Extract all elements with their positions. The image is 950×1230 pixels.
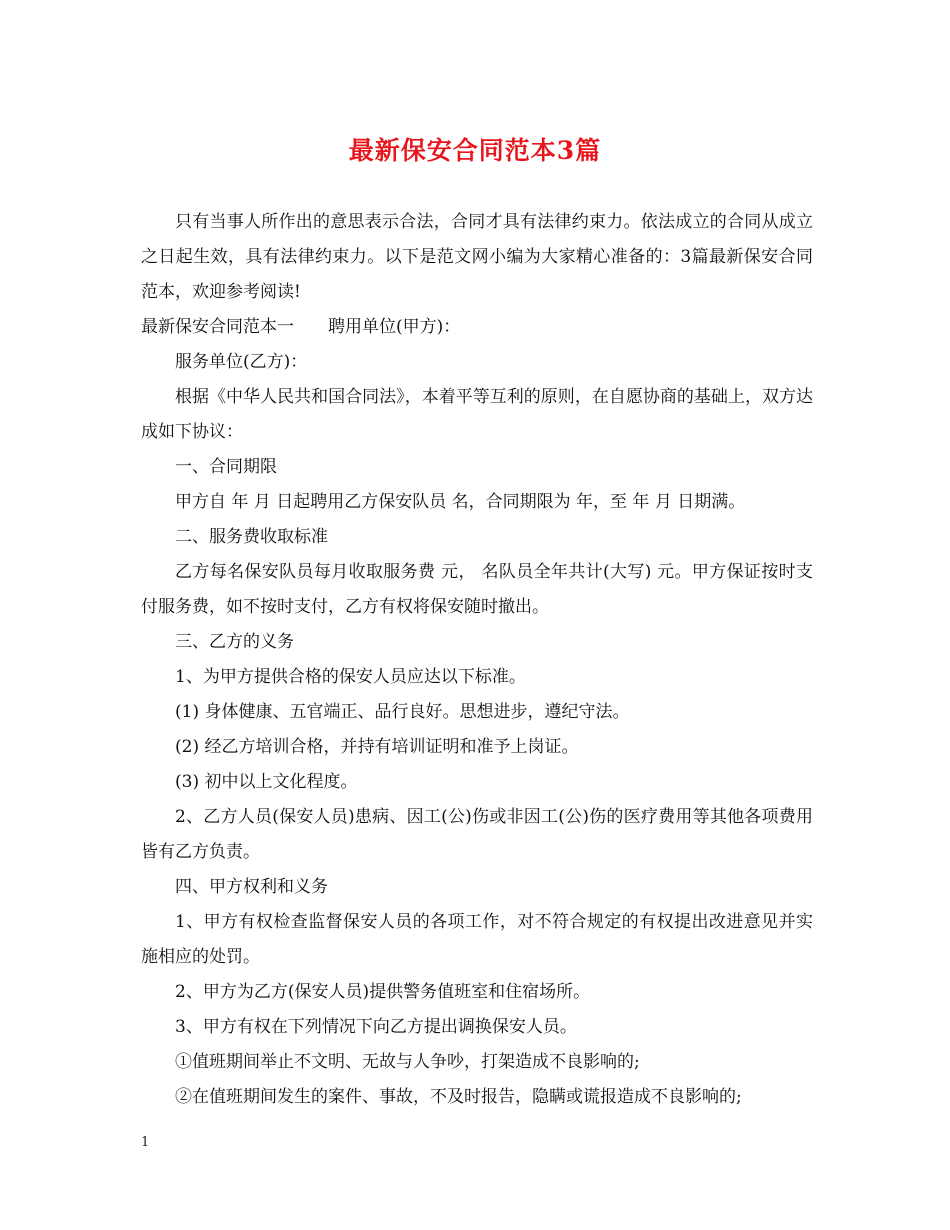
paragraph-duty-2: 2、乙方人员(保安人员)患病、因工(公)伤或非因工(公)伤的医疗费用等其他各项费用皆有乙方负责。 <box>141 807 813 862</box>
document-body <box>141 205 813 1115</box>
section-heading-party-a-rights: 四、甲方权利和义务 <box>175 877 328 897</box>
document-title: 最新保安合同范本3篇 <box>348 136 602 165</box>
section-heading-party-b-duties: 三、乙方的义务 <box>175 632 294 652</box>
paragraph-right-2: 2、甲方为乙方(保安人员)提供警务值班室和住宿场所。 <box>175 982 591 1002</box>
paragraph-case-1: ①值班期间举止不文明、无故与人争吵，打架造成不良影响的; <box>175 1052 640 1072</box>
paragraph-right-3: 3、甲方有权在下列情况下向乙方提出调换保安人员。 <box>175 1017 577 1037</box>
section-heading-fee: 二、服务费收取标准 <box>175 527 328 547</box>
page-number: 1 <box>141 1135 150 1150</box>
paragraph-case-2: ②在值班期间发生的案件、事故，不及时报告，隐瞒或谎报造成不良影响的; <box>175 1087 742 1107</box>
paragraph-standard-3: (3) 初中以上文化程度。 <box>175 772 358 792</box>
paragraph-term: 甲方自 年 月 日起聘用乙方保安队员 名，合同期限为 年，至 年 月 日期满。 <box>175 492 746 512</box>
paragraph-contract-heading: 最新保安合同范本一 聘用单位(甲方)： <box>141 317 461 337</box>
paragraph-fee: 乙方每名保安队员每月收取服务费 元， 名队员全年共计(大写) 元。甲方保证按时支付服务费，如不按时支付，乙方有权将保安随时撤出。 <box>141 562 813 617</box>
paragraph-standard-2: (2) 经乙方培训合格，并持有培训证明和准予上岗证。 <box>175 737 579 757</box>
paragraph-duty-1: 1、为甲方提供合格的保安人员应达以下标准。 <box>175 667 526 687</box>
section-heading-term: 一、合同期限 <box>175 457 277 477</box>
paragraph-service-unit: 服务单位(乙方)： <box>175 352 308 372</box>
paragraph-intro: 只有当事人所作出的意思表示合法，合同才具有法律约束力。依法成立的合同从成立之日起生效，具有法律约束力。以下是范文网小编为大家精心准备的：3篇最新保安合同范本，欢迎参考阅读! <box>141 212 813 302</box>
paragraph-basis: 根据《中华人民共和国合同法》，本着平等互利的原则，在自愿协商的基础上，双方达成如下协议： <box>141 387 813 442</box>
paragraph-right-1: 1、甲方有权检查监督保安人员的各项工作，对不符合规定的有权提出改进意见并实施相应的处罚。 <box>141 912 813 967</box>
paragraph-standard-1: (1) 身体健康、五官端正、品行良好。思想进步，遵纪守法。 <box>175 702 630 722</box>
